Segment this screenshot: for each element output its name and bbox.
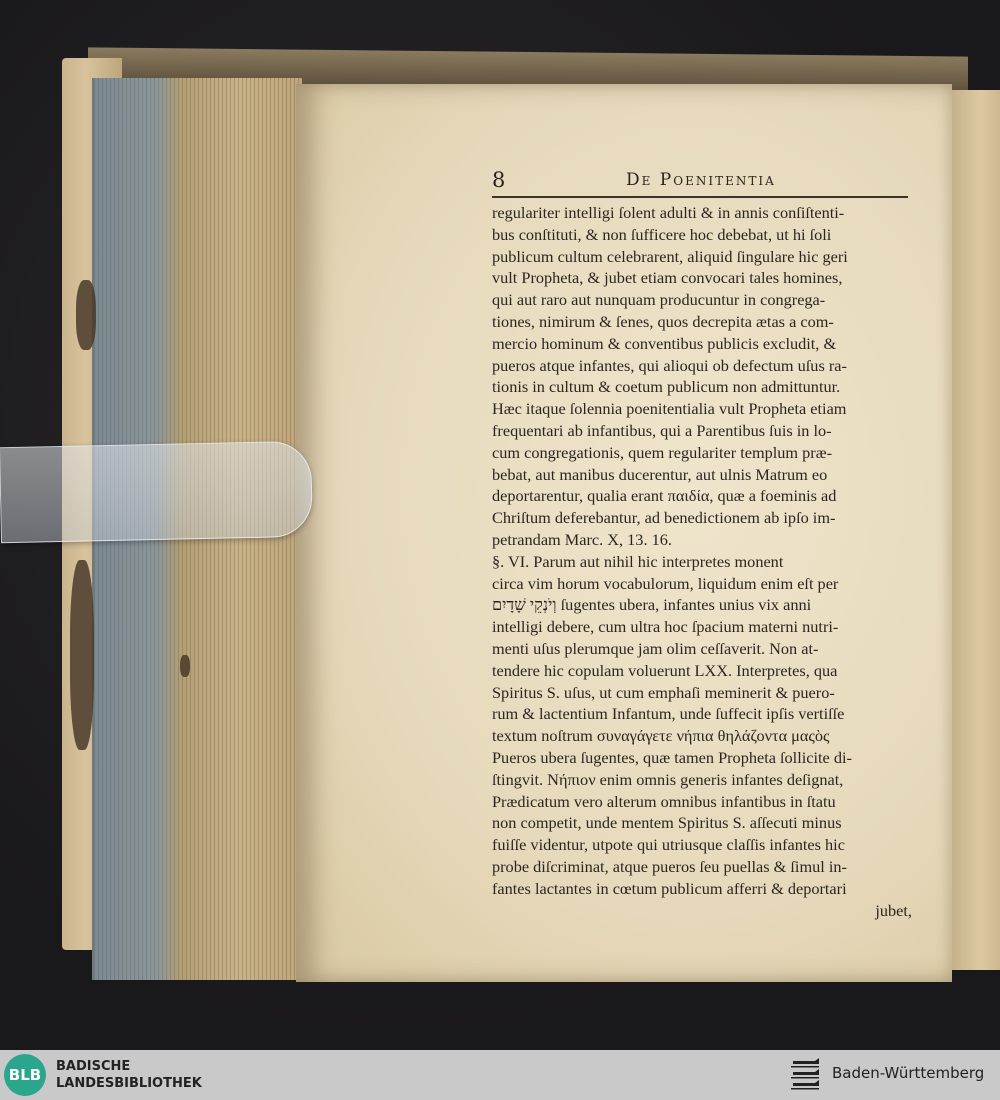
text-line: ſtingvit. Νήπιον enim omnis generis infantes deſignat, — [492, 769, 844, 789]
library-name-line2: LANDESBIBLIOTHEK — [56, 1076, 202, 1091]
stain — [76, 280, 96, 350]
text-line: rum & lactentium Infantum, unde ſuffecit ipſis vertiſſe — [492, 704, 845, 724]
text-line: probe diſcriminat, atque pueros ſeu puellas & ſimul in- — [492, 856, 847, 876]
state-name[interactable]: Baden-Württemberg — [832, 1064, 985, 1082]
text-line: publicum cultum celebrarent, aliquid ſingulare hic geri — [492, 246, 848, 266]
text-line: jubet, — [875, 900, 912, 920]
library-name-line1: BADISCHE — [56, 1059, 131, 1074]
text-line: §. VI. Parum aut nihil hic interpretes monent — [492, 551, 784, 571]
page-header — [492, 168, 908, 196]
text-line: textum noſtrum συναγάγετε νήπια θηλάζοντα μαςὸς — [492, 726, 830, 746]
text-line: deportarentur, qualia erant παιδία, quæ a foeminis ad — [492, 486, 837, 506]
body-text — [492, 202, 912, 921]
text-line: Prædicatum vero alterum omnibus infantibus in ſtatu — [492, 791, 836, 811]
text-line: Spiritus S. uſus, ut cum emphaſi meminerit & puero- — [492, 682, 835, 702]
text-line: qui aut raro aut nunquam producuntur in congrega- — [492, 290, 826, 310]
text-line: circa vim horum vocabulorum, liquidum enim eſt per — [492, 573, 839, 593]
text-line: bebat, aut manibus ducerentur, aut ulnis Matrum eo — [492, 464, 828, 484]
lions-coat-of-arms-icon — [790, 1057, 824, 1093]
text-line: non competit, unde mentem Spiritus S. aſſecuti minus — [492, 813, 842, 833]
text-line: tendere hic copulam voluerunt LXX. Interpretes, qua — [492, 660, 838, 680]
text-line: petrandam Marc. X, 13. 16. — [492, 529, 672, 549]
text-line: Chriſtum deferebantur, ad benedictionem ab ipſo im- — [492, 508, 836, 528]
blb-logo[interactable]: BLB — [4, 1054, 46, 1096]
text-line: fuiſſe videntur, utpote qui utriusque claſſis infantes hic — [492, 835, 845, 855]
text-line: intelligi debere, cum ultra hoc ſpacium materni nutri- — [492, 617, 839, 637]
text-line: fantes lactantes in cœtum publicum afferri & deportari — [492, 878, 847, 898]
text-line: vult Propheta, & jubet etiam convocari tales homines, — [492, 268, 843, 288]
text-line: menti uſus plerumque jam olim ceſſaverit. Non at- — [492, 638, 819, 658]
text-line: tiones, nimirum & ſenes, quos decrepita ætas a com- — [492, 311, 834, 331]
text-line: mercio hominum & conventibus publicis excludit, & — [492, 333, 837, 353]
library-name[interactable] — [56, 1058, 202, 1092]
footer-bar — [0, 1050, 1000, 1100]
text-line: Hæc itaque ſolennia poenitentialia vult Propheta etiam — [492, 399, 847, 419]
text-line: cum congregationis, quem regulariter templum præ- — [492, 442, 832, 462]
text-line: frequentari ab infantibus, qui a Parentibus ſuis in lo- — [492, 420, 832, 440]
next-page-edge — [952, 90, 1000, 970]
text-line: Pueros ubera ſugentes, quæ tamen Propheta ſollicite di- — [492, 747, 852, 767]
page-number: 8 — [492, 168, 506, 192]
text-line: regulariter intelligi ſolent adulti & in annis conſiſtenti- — [492, 203, 845, 222]
running-title: De Poenitentia — [626, 170, 776, 190]
header-rule — [492, 196, 908, 198]
stain — [70, 560, 94, 750]
text-line: וְיֹנְקֵי שָׁדָיִם ſugentes ubera, infantes unius vix anni — [492, 595, 812, 615]
text-line: pueros atque infantes, qui alioqui ob defectum uſus ra- — [492, 355, 847, 375]
page-holder-ruler — [0, 441, 313, 544]
book-page — [296, 84, 952, 982]
text-line: bus conſtituti, & non ſufficere hoc debebat, ut hi ſoli — [492, 224, 832, 244]
stain — [180, 655, 190, 677]
text-line: tionis in cultum & coetum publicum non admittuntur. — [492, 377, 841, 397]
